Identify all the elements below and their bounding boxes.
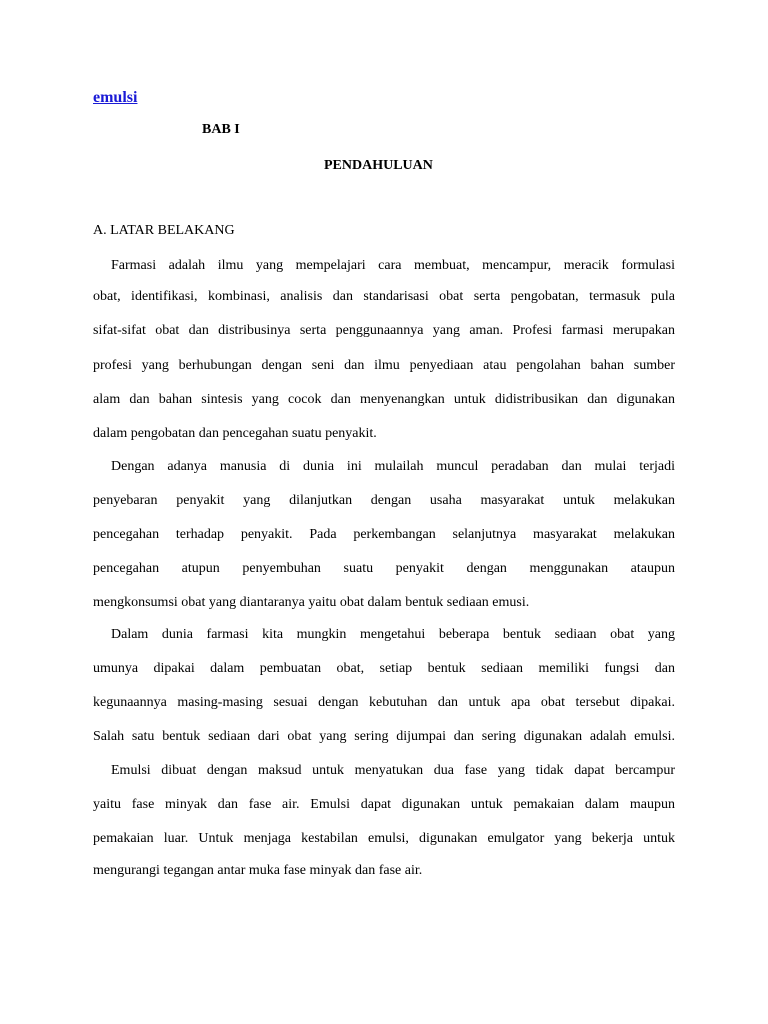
paragraph-line: pemakaian luar. Untuk menjaga kestabilan emulsi, digunakan emulgator yang bekerja untuk <box>93 831 675 846</box>
paragraph-line: Dalam dunia farmasi kita mungkin mengetahui beberapa bentuk sediaan obat yang <box>111 627 675 642</box>
paragraph-line: dalam pengobatan dan pencegahan suatu penyakit. <box>93 426 377 441</box>
paragraph-line: penyebaran penyakit yang dilanjutkan dengan usaha masyarakat untuk melakukan <box>93 493 675 508</box>
paragraph-line: yaitu fase minyak dan fase air. Emulsi dapat digunakan untuk pemakaian dalam maupun <box>93 797 675 812</box>
paragraph-line: obat, identifikasi, kombinasi, analisis dan standarisasi obat serta pengobatan, termasuk pula <box>93 289 675 304</box>
paragraph-line: alam dan bahan sintesis yang cocok dan menyenangkan untuk didistribusikan dan digunakan <box>93 392 675 407</box>
paragraph-line: Emulsi dibuat dengan maksud untuk menyatukan dua fase yang tidak dapat bercampur <box>111 763 675 778</box>
paragraph-line: pencegahan atupun penyembuhan suatu penyakit dengan menggunakan ataupun <box>93 561 675 576</box>
paragraph-line: pencegahan terhadap penyakit. Pada perkembangan selanjutnya masyarakat melakukan <box>93 527 675 542</box>
paragraph-line: sifat-sifat obat dan distribusinya serta penggunaannya yang aman. Profesi farmasi merupakan <box>93 323 675 338</box>
chapter-title: PENDAHULUAN <box>324 158 433 173</box>
paragraph-line: kegunaannya masing-masing sesuai dengan kebutuhan dan untuk apa obat tersebut dipakai. <box>93 695 675 710</box>
emulsi-link[interactable]: emulsi <box>93 89 138 106</box>
paragraph-line: mengkonsumsi obat yang diantaranya yaitu obat dalam bentuk sediaan emusi. <box>93 595 530 610</box>
paragraph-line: Dengan adanya manusia di dunia ini mulailah muncul peradaban dan mulai terjadi <box>111 459 675 474</box>
paragraph-line: umunya dipakai dalam pembuatan obat, setiap bentuk sediaan memiliki fungsi dan <box>93 661 675 676</box>
paragraph-line: Salah satu bentuk sediaan dari obat yang sering dijumpai dan sering digunakan adalah emulsi. <box>93 729 675 744</box>
paragraph-line: mengurangi tegangan antar muka fase minyak dan fase air. <box>93 863 423 878</box>
section-heading: A. LATAR BELAKANG <box>93 223 235 238</box>
chapter-number: BAB I <box>202 122 240 137</box>
paragraph-line: Farmasi adalah ilmu yang mempelajari cara membuat, mencampur, meracik formulasi <box>111 258 675 273</box>
paragraph-line: profesi yang berhubungan dengan seni dan ilmu penyediaan atau pengolahan bahan sumber <box>93 358 675 373</box>
